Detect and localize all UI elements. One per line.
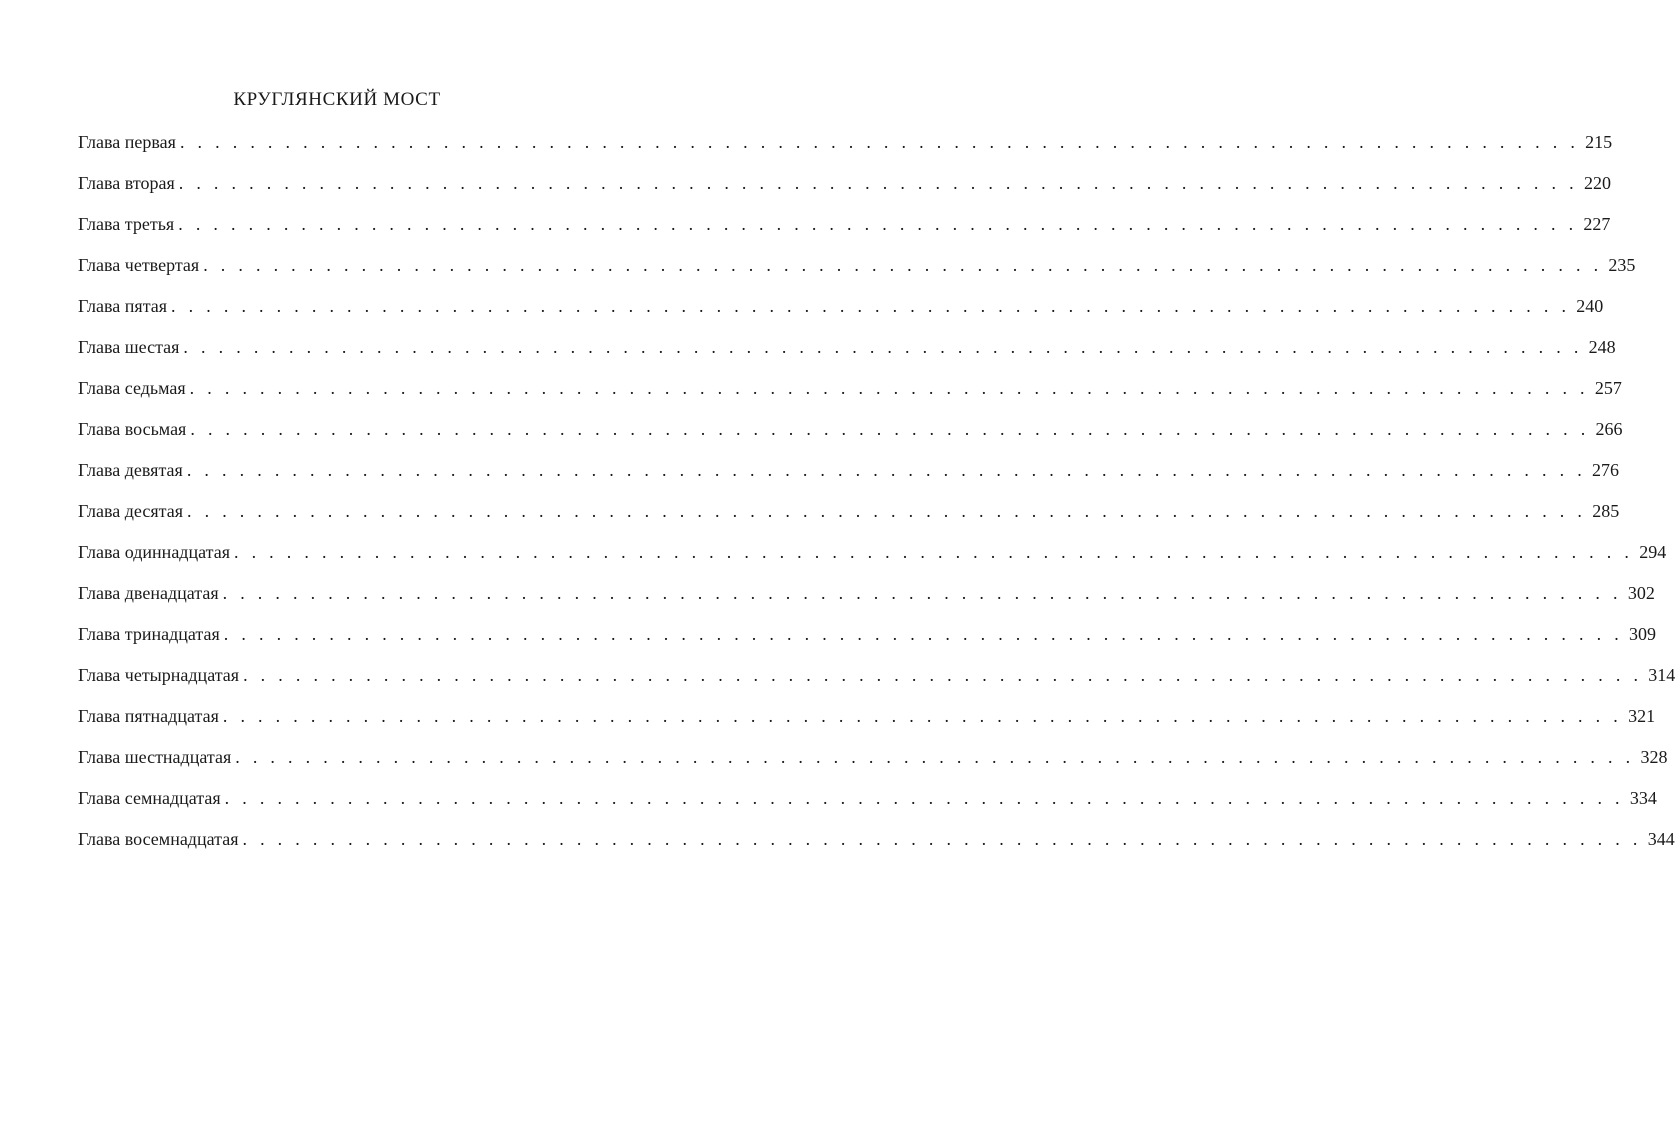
toc-leader-dots: . . . . . . . . . . . . . . . . . . . . . . . . . . . . . . . . . . . . . . . . . . . . . . . . . . . . . . . . . . . . . . . . . . . . . . . . . . . . . . . . xyxy=(243,665,1643,685)
toc-entry-page-number: 276 xyxy=(1592,460,1620,480)
toc-entry-page-number: 257 xyxy=(1594,378,1622,398)
toc-entry[interactable] xyxy=(78,335,1616,376)
toc-entry-label: Глава семнадцатая xyxy=(78,788,221,808)
toc-entry-page-number: 294 xyxy=(1639,542,1667,562)
toc-entry[interactable] xyxy=(78,704,1656,745)
toc-entry-label: Глава седьмая xyxy=(78,378,186,398)
toc-entry[interactable] xyxy=(78,294,1604,335)
section-title: КРУГЛЯНСКИЙ МОСТ xyxy=(233,89,441,110)
toc-entry-page-number: 309 xyxy=(1629,624,1656,644)
toc-leader-dots: . . . . . . . . . . . . . . . . . . . . . . . . . . . . . . . . . . . . . . . . . . . . . . . . . . . . . . . . . . . . . . . . . . . . . . . . . . . . . . . . xyxy=(235,747,1635,767)
toc-entry-page-number: 215 xyxy=(1585,132,1613,152)
toc-entry[interactable] xyxy=(78,540,1667,581)
toc-entry[interactable] xyxy=(78,417,1623,458)
toc-entry-label: Глава девятая xyxy=(78,460,183,480)
toc-leader-dots: . . . . . . . . . . . . . . . . . . . . . . . . . . . . . . . . . . . . . . . . . . . . . . . . . . . . . . . . . . . . . . . . . . . . . . . . . . . . . . . . xyxy=(242,829,1642,849)
toc-entry-label: Глава вторая xyxy=(78,173,175,193)
toc-entry-page-number: 248 xyxy=(1588,337,1616,357)
toc-leader-dots: . . . . . . . . . . . . . . . . . . . . . . . . . . . . . . . . . . . . . . . . . . . . . . . . . . . . . . . . . . . . . . . . . . . . . . . . . . . . . . . . xyxy=(171,296,1571,316)
toc-leader-dots: . . . . . . . . . . . . . . . . . . . . . . . . . . . . . . . . . . . . . . . . . . . . . . . . . . . . . . . . . . . . . . . . . . . . . . . . . . . . . . . . xyxy=(233,542,1634,562)
toc-entry-page-number: 240 xyxy=(1576,296,1604,316)
toc-entry[interactable] xyxy=(78,622,1656,663)
toc-leader-dots: . . . . . . . . . . . . . . . . . . . . . . . . . . . . . . . . . . . . . . . . . . . . . . . . . . . . . . . . . . . . . . . . . . . . . . . . . . . . . . . . xyxy=(178,173,1578,193)
toc-entry[interactable] xyxy=(78,130,1613,171)
toc-entry-label: Глава шестая xyxy=(78,337,180,357)
toc-entry[interactable] xyxy=(78,786,1657,827)
toc-entry-label: Глава двенадцатая xyxy=(78,583,219,603)
toc-leader-dots: . . . . . . . . . . . . . . . . . . . . . . . . . . . . . . . . . . . . . . . . . . . . . . . . . . . . . . . . . . . . . . . . . . . . . . . . . . . . . . . . xyxy=(187,501,1587,521)
toc-entry-page-number: 321 xyxy=(1628,706,1656,726)
toc-leader-dots: . . . . . . . . . . . . . . . . . . . . . . . . . . . . . . . . . . . . . . . . . . . . . . . . . . . . . . . . . . . . . . . . . . . . . . . . . . . . . . . . xyxy=(203,255,1603,275)
toc-leader-dots: . . . . . . . . . . . . . . . . . . . . . . . . . . . . . . . . . . . . . . . . . . . . . . . . . . . . . . . . . . . . . . . . . . . . . . . . . . . . . . . . xyxy=(224,788,1624,808)
toc-leader-dots: . . . . . . . . . . . . . . . . . . . . . . . . . . . . . . . . . . . . . . . . . . . . . . . . . . . . . . . . . . . . . . . . . . . . . . . . . . . . . . . . xyxy=(222,706,1623,726)
toc-entry-label: Глава шестнадцатая xyxy=(78,747,232,767)
toc-entry-label: Глава четырнадцатая xyxy=(78,665,240,685)
toc-entry-page-number: 220 xyxy=(1583,173,1611,193)
toc-entry-page-number: 344 xyxy=(1647,829,1675,849)
toc-entry[interactable] xyxy=(78,212,1611,253)
toc-entry-page-number: 285 xyxy=(1592,501,1620,521)
toc-leader-dots: . . . . . . . . . . . . . . . . . . . . . . . . . . . . . . . . . . . . . . . . . . . . . . . . . . . . . . . . . . . . . . . . . . . . . . . . . . . . . . . . xyxy=(178,214,1578,234)
toc-entry[interactable] xyxy=(78,253,1636,294)
toc-entry-label: Глава пятнадцатая xyxy=(78,706,219,726)
toc-entry-label: Глава восемнадцатая xyxy=(78,829,239,849)
toc-entry-label: Глава восьмая xyxy=(78,419,187,439)
toc-entry-page-number: 235 xyxy=(1608,255,1636,275)
toc-entry-page-number: 227 xyxy=(1583,214,1611,234)
toc-entry-page-number: 266 xyxy=(1595,419,1623,439)
toc-leader-dots: . . . . . . . . . . . . . . . . . . . . . . . . . . . . . . . . . . . . . . . . . . . . . . . . . . . . . . . . . . . . . . . . . . . . . . . . . . . . . . . . xyxy=(190,419,1590,439)
toc-entry-page-number: 328 xyxy=(1640,747,1668,767)
toc-entry-page-number: 302 xyxy=(1627,583,1655,603)
toc-leader-dots: . . . . . . . . . . . . . . . . . . . . . . . . . . . . . . . . . . . . . . . . . . . . . . . . . . . . . . . . . . . . . . . . . . . . . . . . . . . . . . . . xyxy=(179,132,1580,152)
toc-entry[interactable] xyxy=(78,663,1675,704)
toc-leader-dots: . . . . . . . . . . . . . . . . . . . . . . . . . . . . . . . . . . . . . . . . . . . . . . . . . . . . . . . . . . . . . . . . . . . . . . . . . . . . . . . . xyxy=(189,378,1589,398)
toc-entry[interactable] xyxy=(78,171,1611,212)
toc-entry[interactable] xyxy=(78,581,1655,622)
toc-entry-label: Глава первая xyxy=(78,132,176,152)
toc-leader-dots: . . . . . . . . . . . . . . . . . . . . . . . . . . . . . . . . . . . . . . . . . . . . . . . . . . . . . . . . . . . . . . . . . . . . . . . . . . . . . . . . xyxy=(183,337,1583,357)
toc-entry-label: Глава третья xyxy=(78,214,175,234)
toc-entry-label: Глава четвертая xyxy=(78,255,200,275)
toc-leader-dots: . . . . . . . . . . . . . . . . . . . . . . . . . . . . . . . . . . . . . . . . . . . . . . . . . . . . . . . . . . . . . . . . . . . . . . . . . . . . . . . . xyxy=(186,460,1587,480)
toc-entry[interactable] xyxy=(78,827,1675,868)
toc-entry-page-number: 314 xyxy=(1648,665,1675,685)
toc-entry-label: Глава десятая xyxy=(78,501,183,521)
toc-entry[interactable] xyxy=(78,745,1668,786)
toc-entry-page-number: 334 xyxy=(1629,788,1657,808)
toc-entry[interactable] xyxy=(78,376,1622,417)
toc-entry[interactable] xyxy=(78,458,1620,499)
toc-leader-dots: . . . . . . . . . . . . . . . . . . . . . . . . . . . . . . . . . . . . . . . . . . . . . . . . . . . . . . . . . . . . . . . . . . . . . . . . . . . . . . . . xyxy=(223,624,1623,644)
table-of-contents xyxy=(78,130,1675,868)
toc-entry-label: Глава одиннадцатая xyxy=(78,542,230,562)
toc-entry[interactable] xyxy=(78,499,1620,540)
toc-entry-label: Глава тринадцатая xyxy=(78,624,220,644)
toc-leader-dots: . . . . . . . . . . . . . . . . . . . . . . . . . . . . . . . . . . . . . . . . . . . . . . . . . . . . . . . . . . . . . . . . . . . . . . . . . . . . . . . . xyxy=(222,583,1622,603)
toc-entry-label: Глава пятая xyxy=(78,296,168,316)
